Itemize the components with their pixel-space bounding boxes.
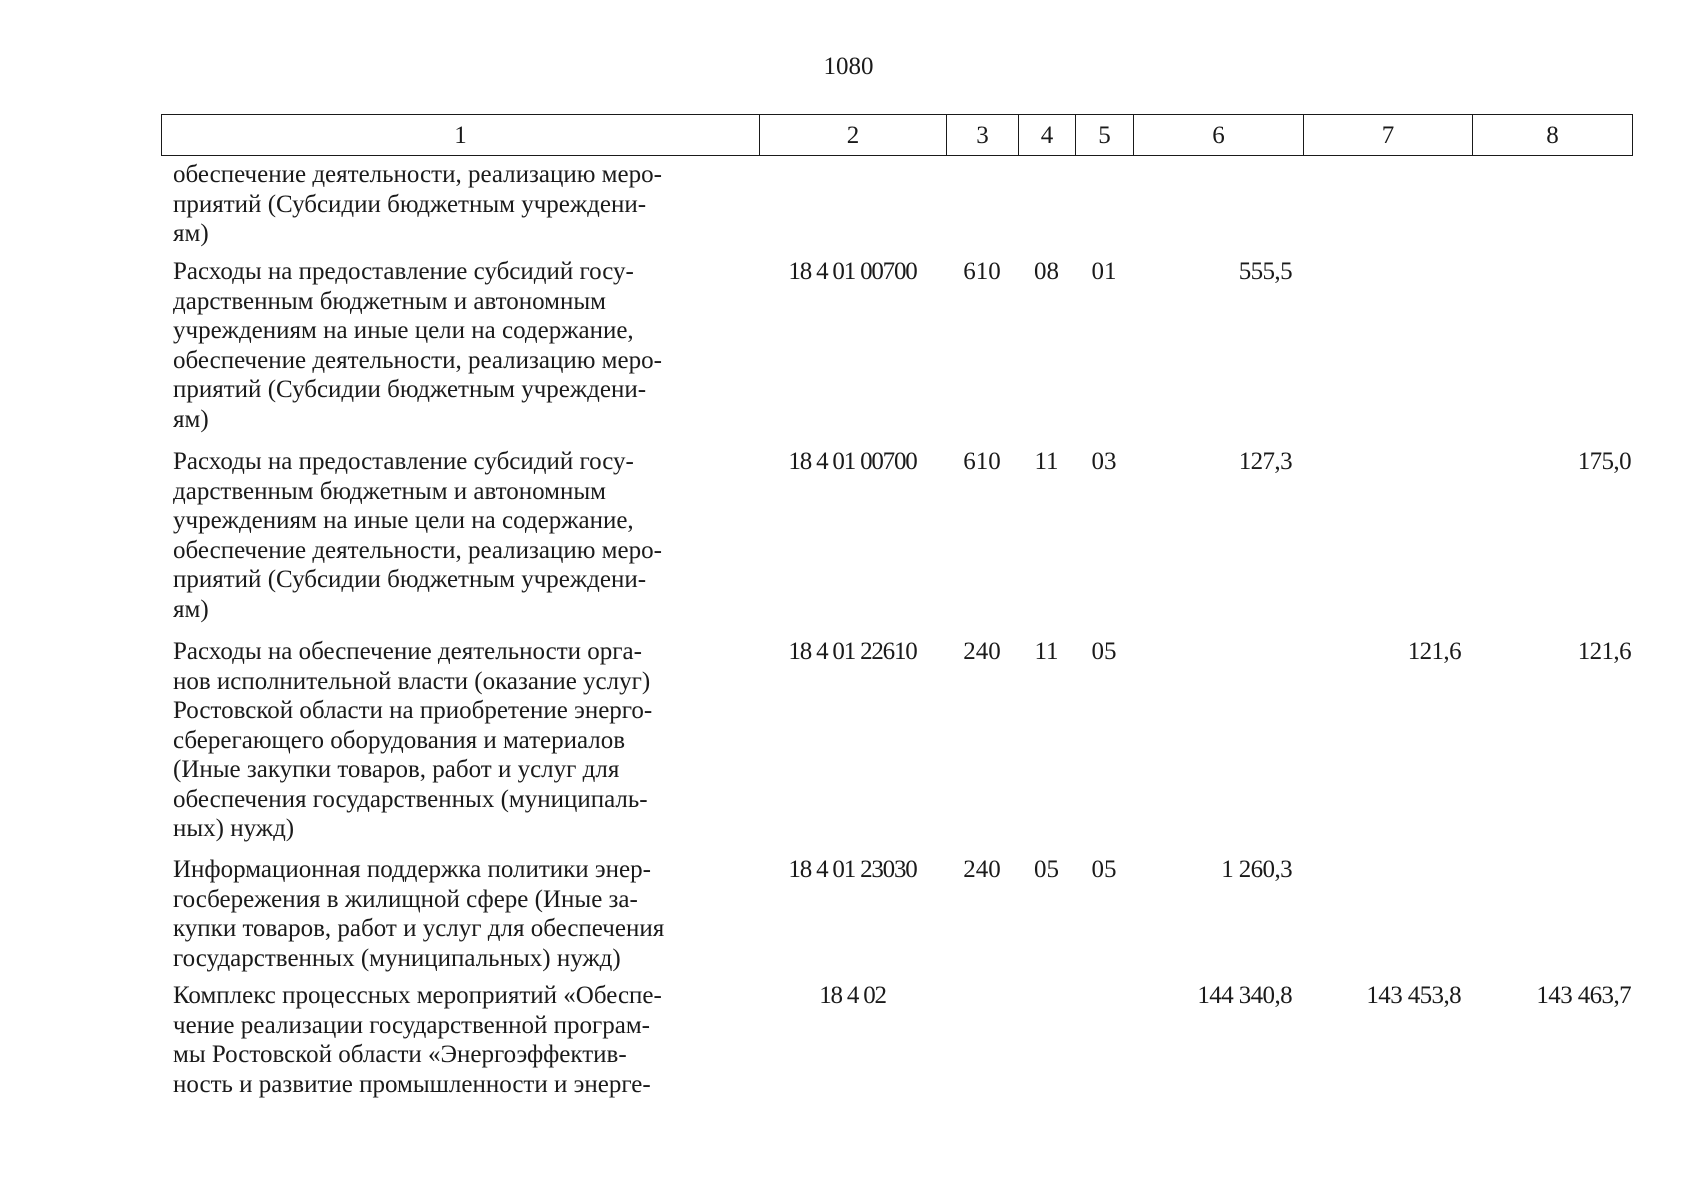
expense-type-code: 610 xyxy=(963,448,1001,475)
amount-col-8: 121,6 xyxy=(1577,638,1631,665)
amount-col-6: 555,5 xyxy=(1238,258,1292,285)
target-article-code: 18 4 01 22610 xyxy=(788,638,917,665)
header-col-2: 2 xyxy=(760,115,947,156)
target-article-code: 18 4 01 23030 xyxy=(788,856,917,883)
subsection-code: 01 xyxy=(1091,258,1117,285)
header-col-6: 6 xyxy=(1134,115,1304,156)
row-description: обеспечение деятельности, реализацию меро- приятий (Субсидии бюджетным учреждени- ям) xyxy=(173,161,662,247)
expense-type-code: 240 xyxy=(963,638,1001,665)
amount-col-6: 144 340,8 xyxy=(1197,982,1292,1009)
row-description: Расходы на обеспечение деятельности орга- нов исполнительной власти (оказание услуг) Ростовской области на приобретение энерго- сберегающего оборудования и материалов (Иные закупки товаров, работ и услуг для обеспечения государственных (муниципаль- ных) нужд) xyxy=(173,638,653,842)
page-number: 1080 xyxy=(823,53,874,80)
target-article-code: 18 4 01 00700 xyxy=(788,448,917,475)
target-article-code: 18 4 01 00700 xyxy=(788,258,917,285)
subsection-code: 05 xyxy=(1091,638,1117,665)
amount-col-7: 121,6 xyxy=(1407,638,1461,665)
section-code: 05 xyxy=(1034,856,1059,883)
amount-col-8: 175,0 xyxy=(1577,448,1631,475)
row-description: Расходы на предоставление субсидий госу- дарственным бюджетным и автономным учреждениям на иные цели на содержание, обеспечение деятельности, реализацию меро- приятий (Субсидии бюджетным учреждени- ям) xyxy=(173,448,662,623)
table-header xyxy=(161,114,1633,156)
section-code: 11 xyxy=(1034,638,1059,665)
section-code: 08 xyxy=(1034,258,1059,285)
row-description: Расходы на предоставление субсидий госу- дарственным бюджетным и автономным учреждениям на иные цели на содержание, обеспечение деятельности, реализацию меро- приятий (Субсидии бюджетным учреждени- ям) xyxy=(173,258,662,433)
row-description: Комплекс процессных мероприятий «Обеспе- чение реализации государственной програм- мы Ростовской области «Энергоэффектив- ность и развитие промышленности и энерге- xyxy=(173,982,662,1098)
amount-col-7: 143 453,8 xyxy=(1366,982,1461,1009)
amount-col-8: 143 463,7 xyxy=(1536,982,1631,1009)
expense-type-code: 610 xyxy=(963,258,1001,285)
subsection-code: 03 xyxy=(1091,448,1117,475)
amount-col-6: 127,3 xyxy=(1238,448,1292,475)
amount-col-6: 1 260,3 xyxy=(1221,856,1292,883)
expense-type-code: 240 xyxy=(963,856,1001,883)
target-article-code: 18 4 02 xyxy=(819,982,886,1009)
row-description: Информационная поддержка политики энер- госбережения в жилищной сфере (Иные за- купки товаров, работ и услуг для обеспечения государственных (муниципальных) нужд) xyxy=(173,856,665,972)
header-col-8: 8 xyxy=(1473,115,1633,156)
subsection-code: 05 xyxy=(1091,856,1117,883)
header-col-1: 1 xyxy=(162,115,760,156)
header-col-5: 5 xyxy=(1076,115,1134,156)
header-col-7: 7 xyxy=(1304,115,1473,156)
header-col-3: 3 xyxy=(947,115,1019,156)
header-col-4: 4 xyxy=(1019,115,1076,156)
section-code: 11 xyxy=(1034,448,1059,475)
